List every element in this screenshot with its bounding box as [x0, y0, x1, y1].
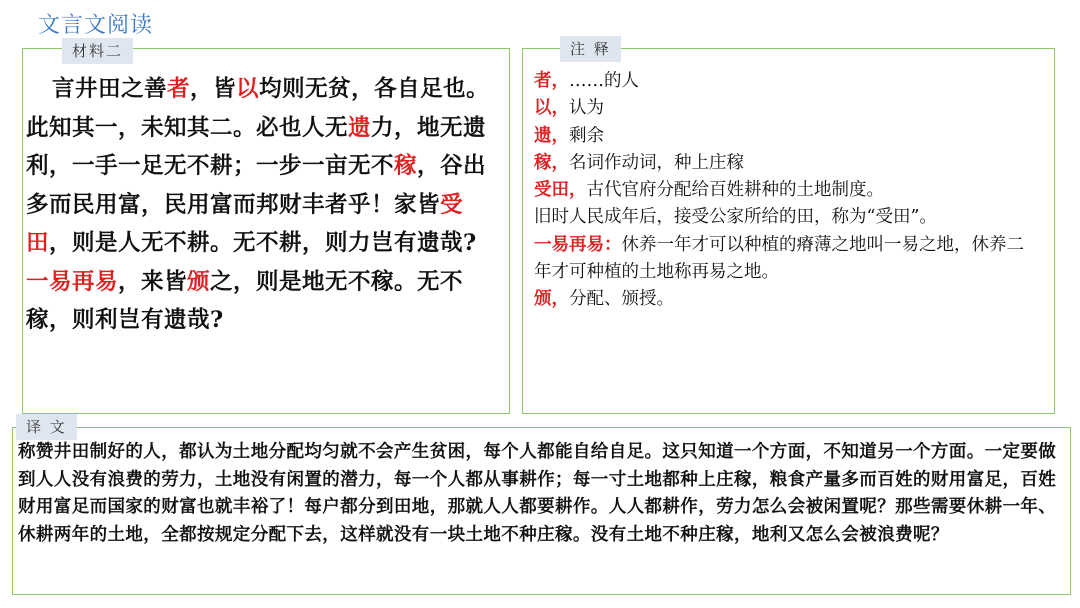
- note-item: [534, 204, 1039, 231]
- note-term: 遗，: [534, 125, 569, 146]
- note-item: [534, 286, 1039, 313]
- notes-list: [534, 68, 1039, 314]
- page-title: 文言文阅读: [38, 13, 154, 38]
- note-term: 以，: [534, 98, 569, 119]
- highlighted-term: 遗: [348, 114, 372, 141]
- note-definition: 剩余: [569, 125, 604, 146]
- highlighted-term: 稼: [394, 153, 418, 179]
- note-definition: 分配、颁授。: [569, 289, 674, 310]
- text-segment: 均则无贫，各自足也。此知其一，未知其二。必也人无: [26, 76, 490, 141]
- note-definition: 旧时人民成年后，接受公家所给的田，称为“受田”。: [534, 207, 937, 228]
- text-segment: ，则是人无不耕。无不耕，则力岂有遗哉?: [49, 230, 477, 256]
- note-item: [534, 232, 1039, 287]
- note-item: [534, 150, 1039, 177]
- note-definition: 休养一年才可以种植的瘠薄之地叫一易之地，休养二年才可种植的土地称再易之地。: [534, 234, 1024, 283]
- note-term: 者，: [534, 71, 569, 91]
- highlighted-term: 一易再易: [26, 268, 119, 295]
- note-item: [534, 177, 1039, 204]
- material-tab: 材料二: [62, 38, 133, 64]
- text-segment: ，皆: [190, 76, 237, 102]
- note-term: 颁，: [534, 289, 569, 310]
- note-item: [534, 123, 1039, 150]
- text-segment: ，谷出多而民用富，民用富而邦财丰者乎！家皆: [26, 153, 487, 218]
- notes-tab: 注 释: [560, 36, 621, 62]
- text-segment: 力，地无遗利，一手一足无不耕；一步一亩无不: [26, 114, 487, 179]
- text-segment: 之，则是地无不稼。无不稼，则利岂有遗哉?: [26, 268, 464, 333]
- highlighted-term: 者: [167, 76, 191, 102]
- note-term: 稼，: [534, 152, 569, 173]
- note-definition: ……的人: [569, 71, 639, 91]
- note-definition: 认为: [569, 98, 604, 119]
- text-segment: ，来皆: [118, 268, 188, 295]
- note-definition: 古代官府分配给百姓耕种的土地制度。: [586, 180, 884, 201]
- note-item: [534, 68, 1039, 95]
- text-segment: 言井田之善: [52, 76, 168, 102]
- note-definition: 名词作动词，种上庄稼: [569, 152, 744, 173]
- translation-text: 称赞井田制好的人，都认为土地分配均匀就不会产生贫困，每个人都能自给自足。这只知道一个方面，不知道另一个方面。一定要做到人人没有浪费的劳力，土地没有闲置的潜力，每一个人都从事耕作；每一寸土地都种上庄稼，粮食产量多而百姓的财用富足，百姓财用富足而国家的财富也就丰裕了！每户都分到田地，那就人人都要耕作。人人都耕作，劳力怎么会被闲置呢？那些需要休耕一年、休耕两年的土地，全都按规定分配下去，这样就没有一块土地不种庄稼。没有土地不种庄稼，地利又怎么会被浪费呢？: [18, 442, 1057, 545]
- highlighted-term: 以: [236, 76, 260, 102]
- translation-tab: 译 文: [16, 414, 77, 440]
- note-term: 受田，: [534, 180, 587, 201]
- note-item: [534, 95, 1039, 122]
- note-term: 一易再易：: [534, 234, 622, 255]
- classical-text: [26, 70, 498, 340]
- highlighted-term: 颁: [187, 268, 211, 295]
- highlighted-term: 受田: [26, 191, 464, 256]
